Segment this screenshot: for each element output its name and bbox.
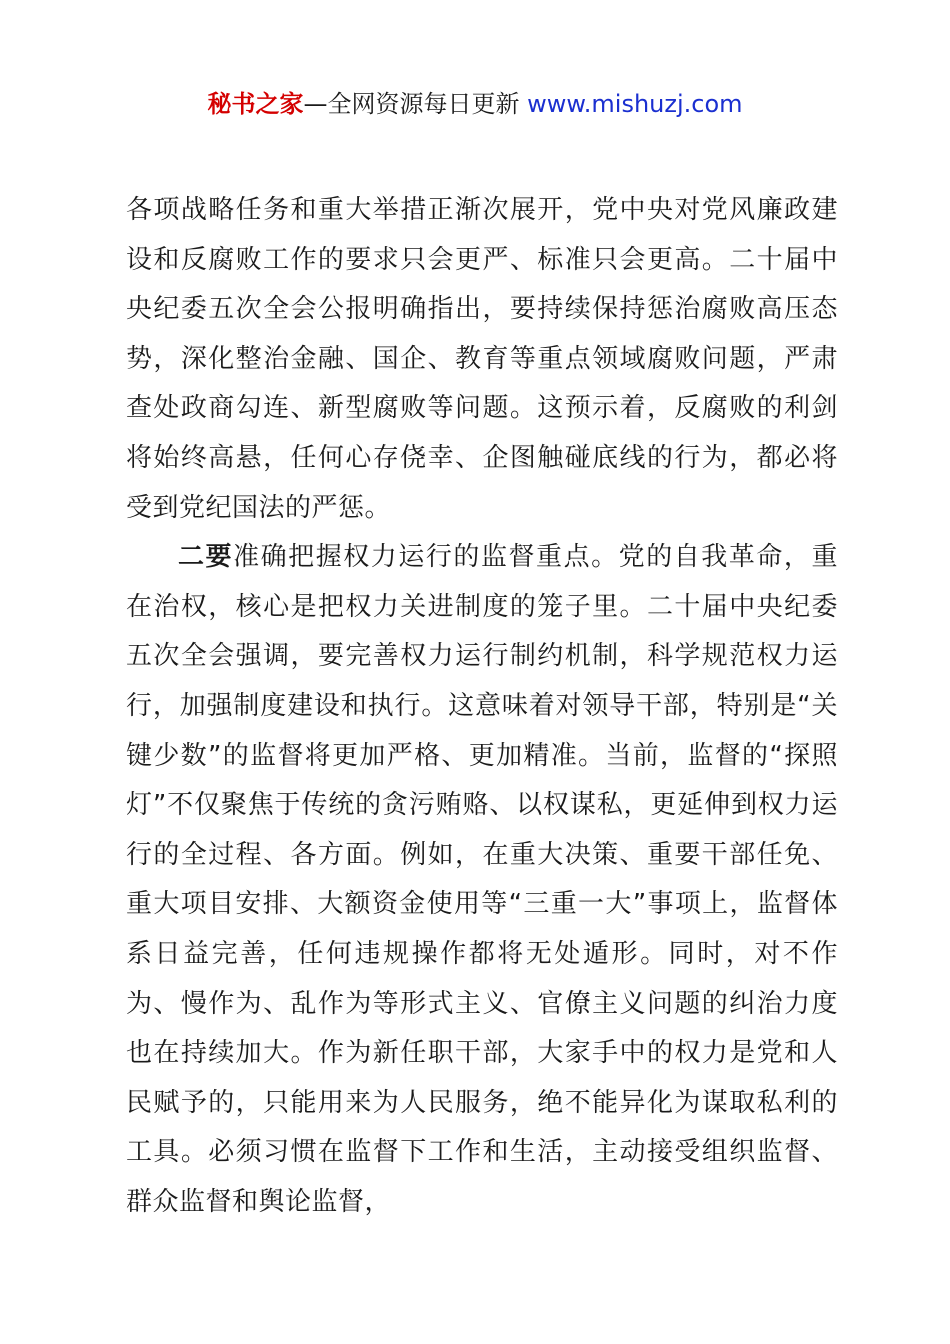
paragraph-2 <box>126 533 838 1227</box>
paragraph-1 <box>126 186 838 533</box>
paragraph-2-lead: 二要 <box>178 542 234 573</box>
paragraph-2-text: 准确把握权力运行的监督重点。党的自我革命，重在治权，核心是把权力关进制度的笼子里。二十届中央纪委五次全会强调，要完善权力运行制约机制，科学规范权力运行，加强制度建设和执行。这意味着对领导干部，特别是“关键少数”的监督将更加严格、更加精准。当前，监督的“探照灯”不仅聚焦于传统的贪污贿赂、以权谋私，更延伸到权力运行的全过程、各方面。例如，在重大决策、重要干部任免、重大项目安排、大额资金使用等“三重一大”事项上，监督体系日益完善，任何违规操作都将无处遁形。同时，对不作为、慢作为、乱作为等形式主义、官僚主义问题的纠治力度也在持续加大。作为新任职干部，大家手中的权力是党和人民赋予的，只能用来为人民服务，绝不能异化为谋取私利的工具。必须习惯在监督下工作和生活，主动接受组织监督、群众监督和舆论监督， <box>126 542 838 1217</box>
document-body <box>126 186 838 1227</box>
page-header <box>0 86 950 122</box>
site-url[interactable]: www.mishuzj.com <box>527 90 743 118</box>
paragraph-1-text: 各项战略任务和重大举措正渐次展开，党中央对党风廉政建设和反腐败工作的要求只会更严、标准只会更高。二十届中央纪委五次全会公报明确指出，要持续保持惩治腐败高压态势，深化整治金融、国企、教育等重点领域腐败问题，严肃查处政商勾连、新型腐败等问题。这预示着，反腐败的利剑将始终高悬，任何心存侥幸、企图触碰底线的行为，都必将受到党纪国法的严惩。 <box>126 195 838 523</box>
site-brand: 秘书之家 <box>207 90 304 118</box>
site-tagline: —全网资源每日更新 <box>303 90 520 118</box>
